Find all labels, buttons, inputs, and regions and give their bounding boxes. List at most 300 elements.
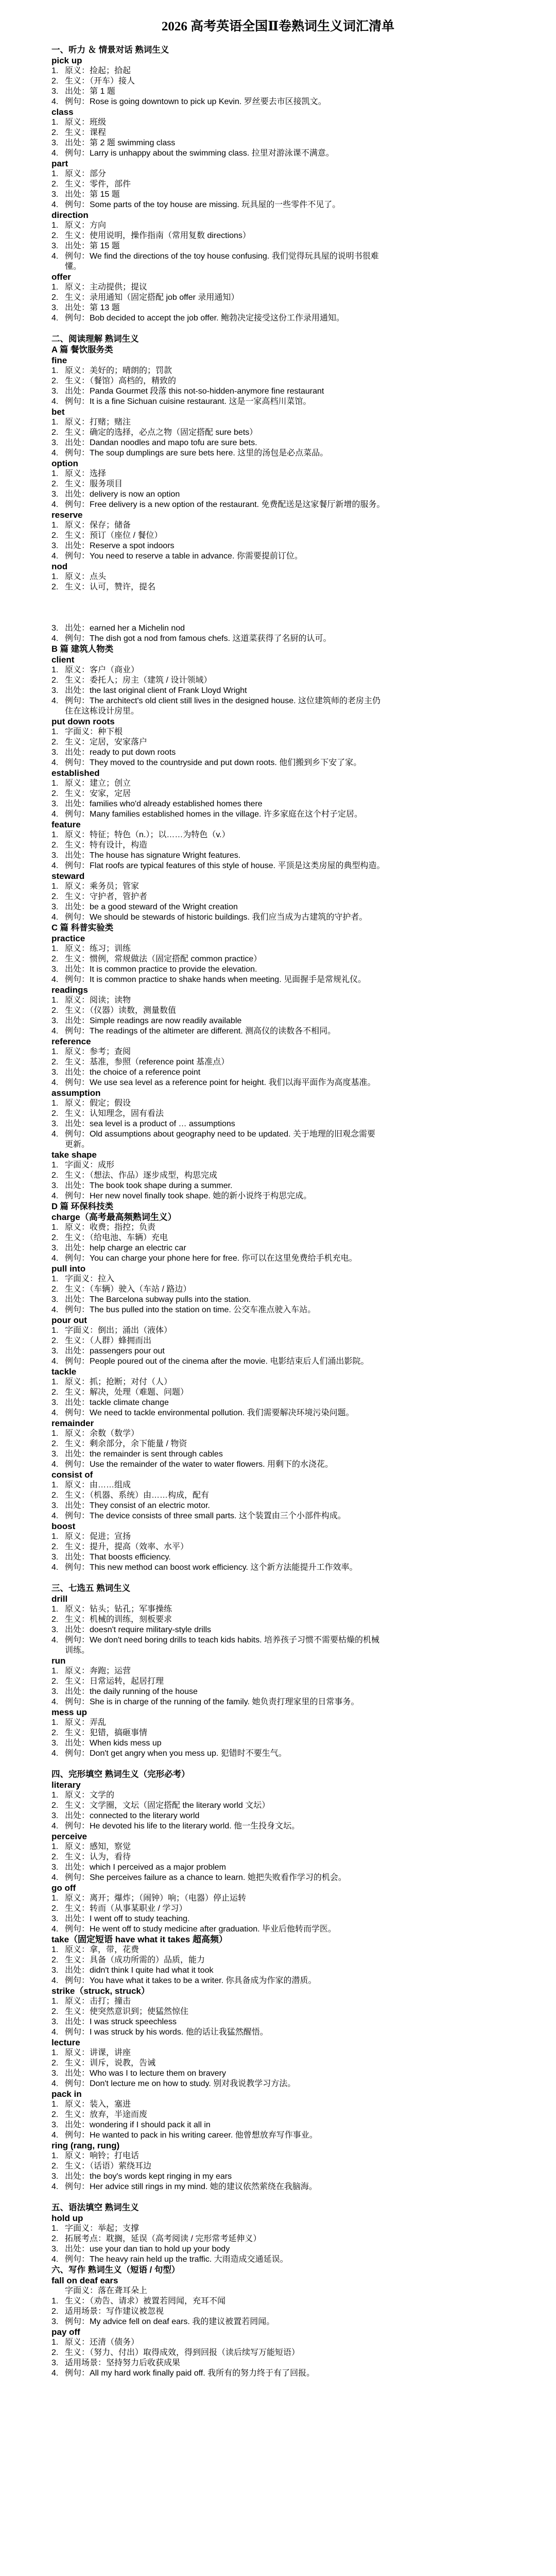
entry-number: 3. <box>51 903 59 911</box>
entry-number: 1. <box>51 831 59 839</box>
vocab-headword: take shape <box>51 1150 97 1160</box>
vocab-headword: put down roots <box>51 717 115 726</box>
entry-number: 4. <box>51 1027 59 1036</box>
entry-text: 出处：sea level is a product of … assumptions <box>65 1120 235 1128</box>
entry-line <box>51 2368 505 2379</box>
entry-text: 例句：Some parts of the toy house are missing. 玩具屋的一些零件不见了。 <box>65 200 341 209</box>
entry-text: 例句：The soup dumplings are sure bets here. 这里的汤包是必点菜品。 <box>65 449 328 457</box>
vocab-headword: perceive <box>51 1832 87 1841</box>
entry-line <box>51 138 505 148</box>
entry-number: 4. <box>51 97 59 106</box>
vocab-headword: assumption <box>51 1088 101 1098</box>
entry-line <box>51 964 505 975</box>
entry-line <box>51 1996 505 2007</box>
vocab-headword: strike（struck, struck） <box>51 1986 150 1996</box>
entry-line <box>51 1057 505 1067</box>
entry-number: 4. <box>51 2369 59 2378</box>
entry-number: 1. <box>51 1997 59 2006</box>
entry-number: 4. <box>51 2028 59 2037</box>
entry-text: 例句：The device consists of three small parts. 这个装置由三个小部件构成。 <box>65 1512 346 1520</box>
entry-number: 1. <box>51 221 59 230</box>
entry-text: 原义：文学的 <box>65 1791 115 1800</box>
section-heading: C 篇 科普实验类 <box>51 923 114 933</box>
entry-number: 4. <box>51 810 59 819</box>
entry-number: 2. <box>51 77 59 86</box>
entry-text: 例句：This new method can boost work efficiency. 这个新方法能提升工作效率。 <box>65 1563 358 1572</box>
entry-line <box>51 1377 505 1387</box>
entry-line <box>51 1408 505 1418</box>
entry-line <box>51 675 505 686</box>
entry-number: 2. <box>51 1058 59 1066</box>
document-body <box>51 45 505 2379</box>
entry-text: 生义：训斥，说教，告诫 <box>65 2059 156 2067</box>
entry-text: 生义：（劝告、请求）被置若罔闻，充耳不闻 <box>65 2297 226 2306</box>
entry-number: 4. <box>51 2182 59 2191</box>
entry-number: 1. <box>51 572 59 581</box>
entry-line <box>51 1336 505 1346</box>
entry-number: 1. <box>51 1223 59 1232</box>
entry-text: 出处：doesn't require military-style drills <box>65 1625 212 1634</box>
entry-number: 1. <box>51 1532 59 1541</box>
vocab-headword: boost <box>51 1521 76 1531</box>
entry-line <box>51 2296 505 2307</box>
entry-line <box>51 1873 505 1883</box>
entry-number: 3. <box>51 1863 59 1872</box>
entry-line <box>51 1357 505 1367</box>
entry-number: 2. <box>51 841 59 850</box>
entry-number: 4. <box>51 913 59 922</box>
section-heading: B 篇 建筑人物类 <box>51 645 114 654</box>
entry-text: 出处：Reserve a spot indoors <box>65 541 175 550</box>
entry-text: 出处：第 15 题 <box>65 242 120 250</box>
entry-line <box>51 500 505 510</box>
entry-line <box>51 2224 505 2234</box>
entry-text: 生义：确定的选择，必点之物（固定搭配 sure bets） <box>65 428 258 437</box>
entry-number: 2. <box>51 1336 59 1345</box>
vocab-headword: pick up <box>51 56 82 65</box>
entry-text: 出处：When kids mess up <box>65 1739 162 1748</box>
entry-line <box>51 789 505 799</box>
entry-number: 1. <box>51 66 59 75</box>
entry-number: 4. <box>51 397 59 406</box>
entry-line <box>51 778 505 789</box>
entry-line <box>51 892 505 902</box>
entry-text: 原义：保存；储备 <box>65 521 131 530</box>
entry-text: 字面义：倒出；涌出（液体） <box>65 1326 172 1335</box>
entry-number: 3. <box>51 2317 59 2326</box>
entry-text: 原义：装入，塞进 <box>65 2100 131 2109</box>
entry-number: 1. <box>51 1275 59 1283</box>
entry-text: 生义：守护者，管护者 <box>65 892 148 901</box>
entry-text: 出处：第 15 题 <box>65 190 120 199</box>
entry-number: 4. <box>51 1512 59 1520</box>
entry-line <box>51 1480 505 1490</box>
entry-line <box>51 1965 505 1976</box>
entry-text: 原义：假定；假设 <box>65 1099 131 1108</box>
entry-number: 2. <box>51 480 59 488</box>
entry-line <box>51 2307 505 2317</box>
entry-line <box>51 623 505 634</box>
entry-number: 1. <box>51 1481 59 1489</box>
entry-text: 原义：钻头；钻孔；军事操练 <box>65 1605 172 1614</box>
vocab-headword: lecture <box>51 2038 80 2047</box>
vocab-headword: charge（高考最高频熟词生义） <box>51 1212 177 1222</box>
entry-line <box>51 1542 505 1552</box>
entry-line <box>51 2058 505 2069</box>
entry-line <box>51 1490 505 1501</box>
entry-line <box>51 551 505 562</box>
entry-number: 3. <box>51 2018 59 2026</box>
entry-number: 2. <box>51 2162 59 2171</box>
entry-line <box>51 1511 505 1521</box>
entry-line <box>51 1676 505 1687</box>
entry-continuation: 训练。 <box>65 1646 90 1655</box>
entry-line <box>51 1346 505 1357</box>
entry-text: 例句：We use sea level as a reference point for height. 我们以海平面作为高度基准。 <box>65 1078 376 1087</box>
entry-text: 例句：We should be stewards of historic buildings. 我们应当成为古建筑的守护者。 <box>65 913 368 922</box>
entry-text: 出处：I went off to study teaching. <box>65 1914 190 1923</box>
entry-text: 出处：connected to the literary world <box>65 1811 200 1820</box>
entry-line <box>51 479 505 489</box>
entry-text: 例句：The dish got a nod from famous chefs. 这道菜获得了名厨的认可。 <box>65 634 332 643</box>
entry-line <box>51 1119 505 1129</box>
entry-text: 原义：由……组成 <box>65 1481 131 1489</box>
entry-line <box>51 1398 505 1408</box>
entry-line <box>51 2172 505 2182</box>
entry-line <box>51 469 505 479</box>
entry-line <box>51 303 505 313</box>
entry-line <box>51 902 505 912</box>
entry-line <box>51 541 505 551</box>
entry-number: 3. <box>51 490 59 499</box>
section-heading: 二、阅读理解 熟词生义 <box>51 334 139 344</box>
entry-text: 出处：help charge an electric car <box>65 1244 186 1252</box>
entry-number: 3. <box>51 1687 59 1696</box>
entry-number: 2. <box>51 377 59 385</box>
entry-text: 例句：She perceives failure as a chance to learn. 她把失败看作学习的机会。 <box>65 1873 346 1882</box>
entry-text: 生义：定居，安家落户 <box>65 738 148 747</box>
entry-number: 1. <box>51 1161 59 1170</box>
entry-number: 2. <box>51 1956 59 1964</box>
entry-number: 2. <box>51 293 59 302</box>
entry-number: 1. <box>51 418 59 427</box>
entry-text: 生义：使突然意识到；使猛然惊住 <box>65 2007 189 2016</box>
entry-line <box>51 293 505 303</box>
entry-line <box>51 241 505 251</box>
entry-text: 例句：They moved to the countryside and put down roots. 他们搬到乡下安了家。 <box>65 758 362 767</box>
entry-text: 例句：I was struck by his words. 他的话让我猛然醒悟。 <box>65 2028 268 2037</box>
entry-line <box>51 1006 505 1016</box>
entry-number: 3. <box>51 1553 59 1562</box>
entry-number: 4. <box>51 1976 59 1985</box>
entry-text: 生义：认可，赞许，提名 <box>65 583 156 591</box>
entry-number: 1. <box>51 1047 59 1056</box>
entry-number: 2. <box>51 1801 59 1810</box>
entry-number: 2. <box>51 2234 59 2243</box>
entry-number: 3. <box>51 1501 59 1510</box>
entry-number: 3. <box>51 1181 59 1190</box>
entry-text: 出处：Dandan noodles and mapo tofu are sure bets. <box>65 438 257 447</box>
entry-line <box>51 190 505 200</box>
entry-number: 3. <box>51 1811 59 1820</box>
entry-line <box>51 1387 505 1398</box>
entry-number: 4. <box>51 1409 59 1417</box>
entry-number: 2. <box>51 2059 59 2067</box>
entry-number: 1. <box>51 1945 59 1954</box>
entry-line <box>51 397 505 407</box>
entry-text: 例句：Many families established homes in the village. 许多家庭在这个村子定居。 <box>65 810 362 819</box>
entry-text: 例句：It is a fine Sichuan cuisine restaurant. 这是一家高档川菜馆。 <box>65 397 311 406</box>
entry-line <box>51 995 505 1006</box>
entry-line <box>51 1026 505 1037</box>
entry-line <box>51 2317 505 2327</box>
entry-text: 出处：Simple readings are now readily available <box>65 1016 242 1025</box>
entry-number: 3. <box>51 1966 59 1975</box>
entry-line <box>51 1728 505 1738</box>
entry-number: 3. <box>51 2245 59 2253</box>
entry-text: 例句：Rose is going downtown to pick up Kevin. 罗丝要去市区接凯文。 <box>65 97 326 106</box>
entry-text: 生义：安家，定居 <box>65 789 131 798</box>
entry-text: 出处：didn't think I quite had what it took <box>65 1966 214 1975</box>
entry-line <box>51 2110 505 2120</box>
entry-line <box>51 1016 505 1026</box>
entry-text: 原义：方向 <box>65 221 107 230</box>
entry-number: 1. <box>51 1842 59 1851</box>
entry-number: 2. <box>51 2307 59 2316</box>
entry-continuation: 住在这栋设计房里。 <box>65 707 140 716</box>
entry-number: 2. <box>51 738 59 747</box>
entry-line <box>51 1604 505 1615</box>
entry-line <box>51 799 505 809</box>
entry-text: 原义：捡起；拾起 <box>65 66 131 75</box>
entry-line <box>51 2161 505 2172</box>
entry-number: 3. <box>51 1016 59 1025</box>
entry-line <box>51 727 505 737</box>
entry-text: 出处：families who'd already established homes there <box>65 800 263 808</box>
entry-continuation: 更新。 <box>65 1140 90 1149</box>
entry-text: 生义：放弃，半途而废 <box>65 2110 148 2119</box>
entry-text: 生义：文学圈，文坛（固定搭配 the literary world 文坛） <box>65 1801 270 1810</box>
entry-number: 2. <box>51 1006 59 1015</box>
vocab-headword: remainder <box>51 1418 94 1428</box>
entry-line <box>51 1821 505 1832</box>
entry-text: 例句：Her new novel finally took shape. 她的新小说终于构思完成。 <box>65 1192 312 1200</box>
entry-line <box>51 2007 505 2017</box>
entry-line <box>51 1078 505 1088</box>
entry-line <box>51 2099 505 2110</box>
entry-line <box>51 97 505 107</box>
entry-text: 适用场景：写作建议被忽视 <box>65 2307 164 2316</box>
entry-text: 生义：（餐馆）高档的，精致的 <box>65 377 177 385</box>
entry-text: 生义：基准，参照（reference point 基准点） <box>65 1058 230 1066</box>
entry-text: 例句：Bob decided to accept the job offer. 鲍勃决定接受这份工作录用通知。 <box>65 314 345 323</box>
entry-text: 原义：打赌；赌注 <box>65 418 131 427</box>
vocab-headword: steward <box>51 871 85 881</box>
entry-line <box>51 748 505 758</box>
entry-text: 生义：具备（成功所需的）品质，能力 <box>65 1956 205 1964</box>
entry-number: 4. <box>51 149 59 158</box>
entry-text: 生义：特有设计，构造 <box>65 841 148 850</box>
entry-number: 4. <box>51 1822 59 1831</box>
entry-text: 例句：The bus pulled into the station on time. 公交车准点驶入车站。 <box>65 1306 316 1314</box>
entry-text: 出处：Panda Gourmet 段落 this not-so-hidden-anymore fine restaurant <box>65 387 324 396</box>
entry-text: 出处：Who was I to lecture them on bravery <box>65 2069 227 2078</box>
entry-number: 4. <box>51 500 59 509</box>
entry-line <box>51 1718 505 1728</box>
spacer <box>51 613 505 623</box>
entry-line <box>51 1253 505 1264</box>
entry-number: 3. <box>51 2121 59 2129</box>
vocab-headword: practice <box>51 934 85 943</box>
entry-line <box>51 882 505 892</box>
entry-line <box>51 282 505 293</box>
entry-number: 4. <box>51 1460 59 1469</box>
entry-text: 原义：练习；训练 <box>65 944 131 953</box>
entry-text: 例句：The architect's old client still lives in the designed house. 这位建筑师的老房主仍 <box>65 697 381 705</box>
entry-text: 出处：第 1 题 <box>65 87 115 96</box>
entry-line <box>51 428 505 438</box>
entry-text: 生义：（机器、系统）由……构成，配有 <box>65 1491 210 1500</box>
entry-number: 2. <box>51 2110 59 2119</box>
entry-line <box>51 851 505 861</box>
entry-line <box>51 1945 505 1955</box>
entry-line <box>51 2130 505 2141</box>
entry-line <box>51 634 505 644</box>
entry-number: 4. <box>51 449 59 457</box>
entry-line <box>51 1067 505 1078</box>
entry-number: 1. <box>51 2338 59 2347</box>
vocab-headword: feature <box>51 820 81 829</box>
entry-text: 字面义：举起；支撑 <box>65 2224 140 2233</box>
entry-number: 3. <box>51 438 59 447</box>
entry-line <box>51 1842 505 1852</box>
entry-number: 1. <box>51 1791 59 1800</box>
entry-line <box>51 2048 505 2058</box>
spacer <box>51 324 505 334</box>
entry-number: 1. <box>51 1667 59 1675</box>
entry-number: 3. <box>51 748 59 757</box>
entry-text: 生义：服务项目 <box>65 480 123 488</box>
entry-text: 出处：It is common practice to provide the elevation. <box>65 965 257 974</box>
entry-line <box>51 117 505 128</box>
entry-line <box>51 2358 505 2368</box>
vocab-headword: tackle <box>51 1367 77 1377</box>
entry-line <box>51 1976 505 1986</box>
entry-number: 3. <box>51 1739 59 1748</box>
vocab-headword: class <box>51 107 74 117</box>
entry-text: 字面义：落在聋耳朵上 <box>65 2286 148 2295</box>
entry-text: 原义：客户（商业） <box>65 666 140 674</box>
entry-number: 4. <box>51 975 59 984</box>
entry-number: 4. <box>51 1357 59 1366</box>
vocab-headword: reserve <box>51 510 83 520</box>
vocab-headword: pour out <box>51 1315 87 1325</box>
vocab-headword: established <box>51 768 100 778</box>
entry-text: 字面义：种下根 <box>65 727 123 736</box>
entry-number: 3. <box>51 303 59 312</box>
vocab-headword: reference <box>51 1037 91 1046</box>
entry-number: 1. <box>51 1378 59 1386</box>
entry-line <box>51 1955 505 1965</box>
entry-number: 2. <box>51 892 59 901</box>
entry-line <box>51 148 505 159</box>
entry-number: 1. <box>51 882 59 891</box>
entry-number: 1. <box>51 170 59 178</box>
entry-text: 生义：课程 <box>65 128 107 137</box>
entry-text: 原义：弄乱 <box>65 1718 107 1727</box>
vocab-headword: direction <box>51 210 89 220</box>
entry-number: 3. <box>51 1120 59 1128</box>
entry-number: 1. <box>51 666 59 674</box>
entry-line <box>51 572 505 582</box>
vocab-headword: readings <box>51 985 88 995</box>
entry-number: 3. <box>51 1295 59 1304</box>
entry-line <box>51 954 505 964</box>
entry-line <box>51 1305 505 1315</box>
entry-number: 1. <box>51 521 59 530</box>
spacer <box>51 2192 505 2202</box>
entry-line <box>51 2255 505 2265</box>
entry-number: 1. <box>51 2100 59 2109</box>
vocab-headword: consist of <box>51 1470 93 1480</box>
section-heading: 三、七选五 熟词生义 <box>51 1584 131 1593</box>
entry-line <box>51 417 505 428</box>
entry-text: 出处：wondering if I should pack it all in <box>65 2121 211 2129</box>
entry-text: 出处：the daily running of the house <box>65 1687 198 1696</box>
entry-text: 出处：be a good steward of the Wright creation <box>65 903 238 911</box>
entry-number: 2. <box>51 1615 59 1624</box>
vocab-headword: fine <box>51 355 67 365</box>
entry-line <box>51 1243 505 1253</box>
entry-text: 原义：点头 <box>65 572 107 581</box>
entry-text: 拓展考点：耽搁，延误（高考阅读 / 完形常考延伸义） <box>65 2234 262 2243</box>
entry-number: 1. <box>51 2297 59 2306</box>
entry-number: 2. <box>51 1853 59 1861</box>
entry-line <box>51 1295 505 1305</box>
entry-line <box>51 686 505 696</box>
vocab-headword: run <box>51 1656 66 1666</box>
entry-number: 2. <box>51 1109 59 1118</box>
entry-number: 4. <box>51 2079 59 2088</box>
entry-line <box>51 386 505 397</box>
entry-line <box>51 87 505 97</box>
entry-line <box>51 1109 505 1119</box>
entry-text: 字面义：成形 <box>65 1161 115 1170</box>
entry-line <box>51 1862 505 1873</box>
entry-number: 4. <box>51 1698 59 1706</box>
entry-line <box>51 1098 505 1109</box>
entry-number: 4. <box>51 861 59 870</box>
entry-number: 2. <box>51 2007 59 2016</box>
entry-text: 例句：Larry is unhappy about the swimming class. 拉里对游泳课不满意。 <box>65 149 334 158</box>
entry-number: 2. <box>51 789 59 798</box>
vocab-headword: pay off <box>51 2327 80 2337</box>
entry-text: 原义：还清（债务） <box>65 2338 140 2347</box>
entry-line <box>51 366 505 376</box>
entry-line <box>51 2069 505 2079</box>
entry-line <box>51 1563 505 1573</box>
vocab-headword: literary <box>51 1780 81 1790</box>
entry-text: 原义：离开；爆炸；（闹钟）响；（电器）停止运转 <box>65 1894 247 1903</box>
entry-number: 1. <box>51 727 59 736</box>
entry-text: 出处：earned her a Michelin nod <box>65 624 185 633</box>
entry-number: 2. <box>51 1904 59 1913</box>
entry-number: 4. <box>51 252 59 261</box>
entry-line <box>51 169 505 179</box>
entry-text: 出处：passengers pour out <box>65 1347 165 1355</box>
entry-text: 原义：美好的；晴朗的；罚款 <box>65 366 172 375</box>
vocab-headword: bet <box>51 407 65 417</box>
